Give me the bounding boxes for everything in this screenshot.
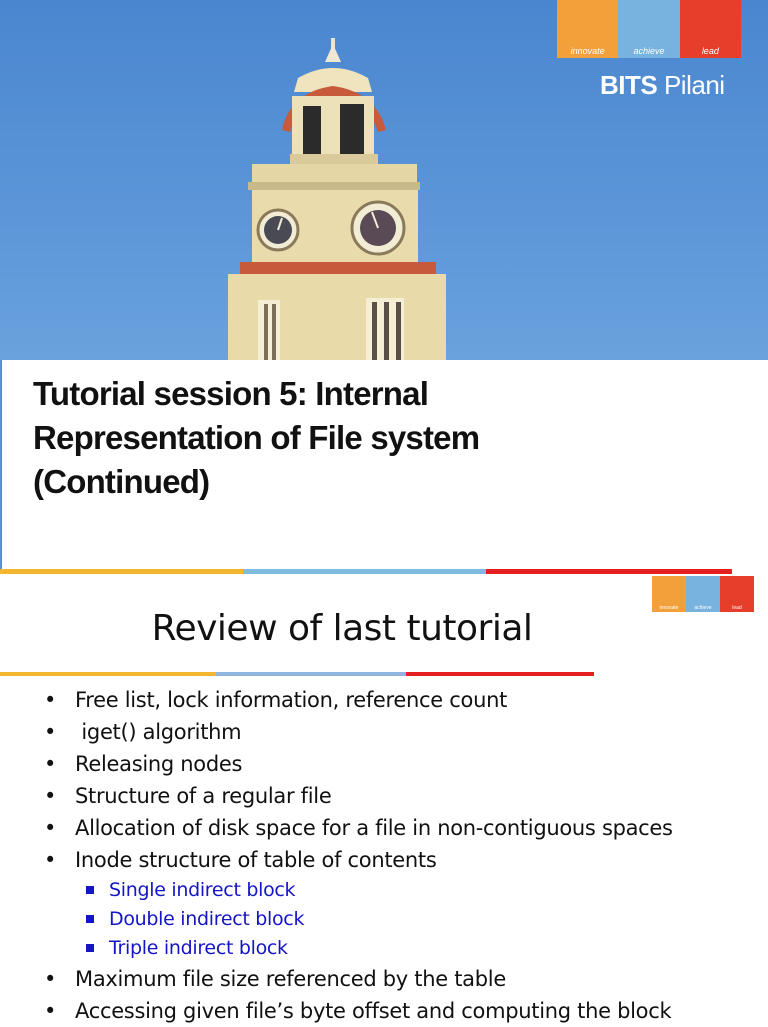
- review-slide: [0, 576, 768, 1024]
- sub-list-item: Triple indirect block: [44, 934, 764, 963]
- mini-brand-strip: innovate achieve lead: [652, 576, 754, 612]
- list-item: • Releasing nodes: [44, 752, 243, 776]
- sub-list-item: Double indirect block: [44, 905, 764, 934]
- list-item: • Allocation of disk space for a file in non-contiguous spaces: [44, 816, 673, 840]
- list-item: • Accessing given file’s byte offset and computing the block: [44, 999, 672, 1023]
- brand-strip: [557, 0, 741, 58]
- slide-heading: Review of last tutorial: [151, 608, 533, 649]
- sub-list-item: Single indirect block: [44, 876, 764, 905]
- list-item: • Free list, lock information, reference count: [44, 688, 508, 712]
- bullet-list: [44, 684, 764, 1027]
- left-rule: [0, 360, 2, 570]
- brand-strip-achieve: achieve: [618, 0, 679, 58]
- title-line-1: Tutorial session 5: Internal: [33, 375, 429, 412]
- brand-strip-lead: lead: [680, 0, 741, 58]
- list-item: • iget() algorithm: [44, 720, 242, 744]
- title-line-3: (Continued): [33, 463, 210, 500]
- bits-pilani-logo: [600, 70, 725, 101]
- logo-regular-text: Pilani: [663, 70, 725, 100]
- tricolor-bar: [0, 569, 732, 574]
- logo-bold-text: BITS: [600, 70, 658, 100]
- tricolor-bar-2: [0, 672, 594, 676]
- slide-title: [33, 372, 733, 504]
- list-item: • Inode structure of table of contents: [44, 848, 437, 872]
- title-line-2: Representation of File system: [33, 419, 480, 456]
- list-item: • Maximum file size referenced by the table: [44, 967, 506, 991]
- list-item: • Structure of a regular file: [44, 784, 332, 808]
- brand-strip-innovate: innovate: [557, 0, 618, 58]
